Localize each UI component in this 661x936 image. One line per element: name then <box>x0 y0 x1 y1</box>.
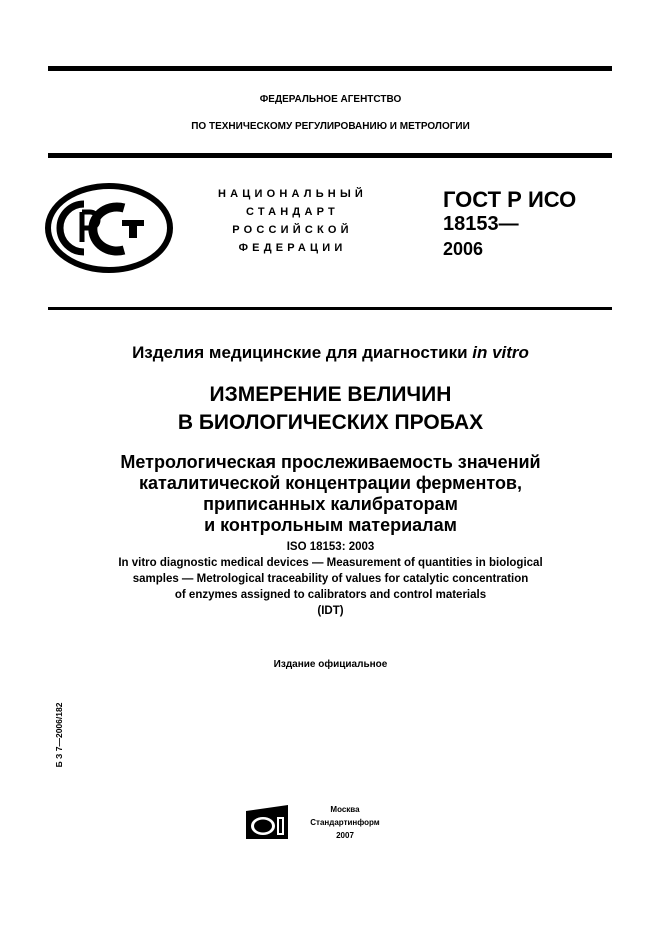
edition-label: Издание официальное <box>273 659 388 670</box>
iso-line-1: ISO 18153: 2003 <box>286 541 375 553</box>
gost-r-logo <box>44 182 174 274</box>
part-title-line-1: Метрологическая прослеживаемость значений <box>120 452 541 472</box>
national-line-1: НАЦИОНАЛЬНЫЙ <box>217 188 368 200</box>
national-line-3: РОССИЙСКОЙ <box>232 224 353 236</box>
part-title-line-4: и контрольным материалам <box>204 515 457 535</box>
national-line-4: ФЕДЕРАЦИИ <box>238 242 347 254</box>
publisher-year: 2007 <box>336 831 354 840</box>
subtitle-italic: in vitro <box>472 343 529 362</box>
part-title-line-3: приписанных калибраторам <box>203 494 458 514</box>
subtitle-prefix: Изделия медицинские для диагностики <box>132 343 473 362</box>
main-title-line-2: В БИОЛОГИЧЕСКИХ ПРОБАХ <box>177 411 484 434</box>
publisher-city: Москва <box>330 805 360 814</box>
publisher-logo <box>246 805 288 839</box>
main-title-line-1: ИЗМЕРЕНИЕ ВЕЛИЧИН <box>209 383 452 406</box>
header-rule <box>48 153 612 158</box>
standard-designation-line-2: 18153— <box>443 213 519 235</box>
iso-line-2: In vitro diagnostic medical devices — Measurement of quantities in biological <box>118 557 543 569</box>
agency-line-1: ФЕДЕРАЛЬНОЕ АГЕНТСТВО <box>259 94 402 105</box>
document-subtitle <box>0 343 661 363</box>
national-line-2: СТАНДАРТ <box>246 206 339 218</box>
agency-line-2: ПО ТЕХНИЧЕСКОМУ РЕГУЛИРОВАНИЮ И МЕТРОЛОГИИ <box>191 121 470 132</box>
side-code: Б З 7—2006/182 <box>54 702 64 768</box>
iso-line-4: of enzymes assigned to calibrators and control materials <box>174 589 487 601</box>
iso-line-5: (IDT) <box>317 605 344 617</box>
iso-line-3: samples — Metrological traceability of values for catalytic concentration <box>132 573 529 585</box>
top-rule <box>48 66 612 71</box>
publisher-name: Стандартинформ <box>310 818 380 827</box>
standard-designation-line-1: ГОСТ Р ИСО <box>443 187 577 212</box>
standard-designation-line-3: 2006 <box>443 239 484 259</box>
block-rule <box>48 307 612 310</box>
part-title-line-2: каталитической концентрации ферментов, <box>138 473 523 493</box>
